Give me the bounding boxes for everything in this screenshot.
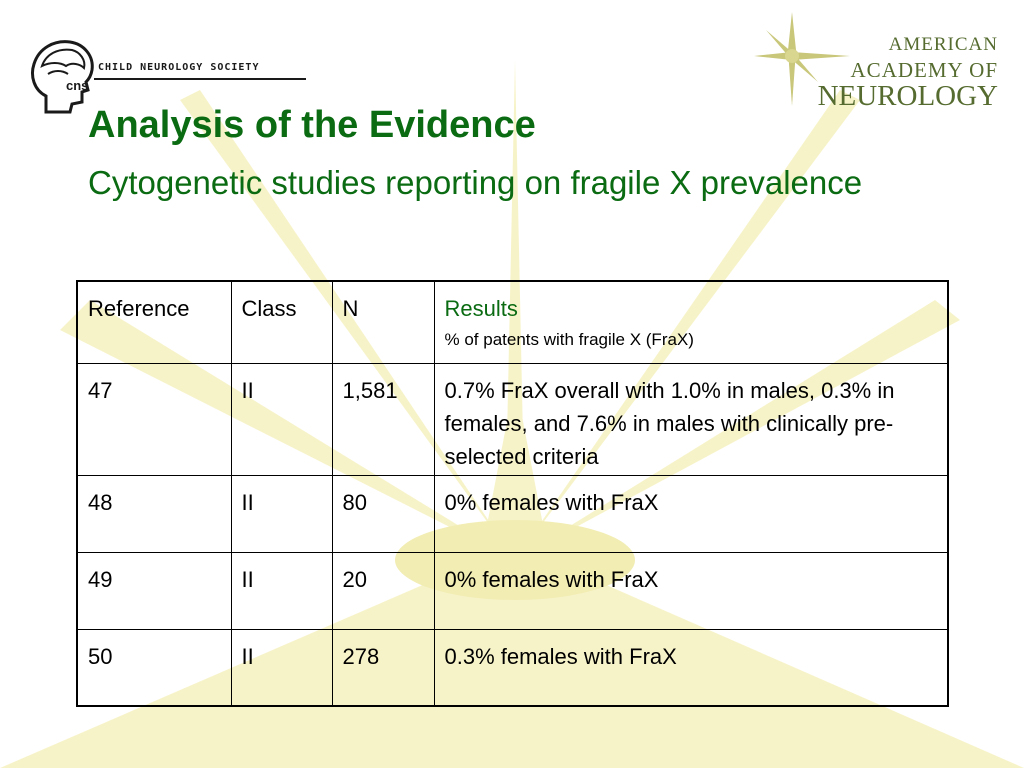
cns-underline	[94, 78, 306, 80]
table-row	[77, 363, 948, 475]
header-results-cell	[434, 281, 948, 363]
table-header-row	[77, 281, 948, 363]
cell-n: 80	[332, 475, 434, 552]
cell-n: 1,581	[332, 363, 434, 475]
cell-result: 0.3% females with FraX	[434, 629, 948, 706]
aan-line-neurology: NEUROLOGY	[817, 80, 998, 112]
header-results-subtitle: % of patents with fragile X (FraX)	[444, 330, 694, 349]
cns-abbreviation: cns	[66, 78, 89, 93]
cell-class: II	[231, 475, 332, 552]
cell-reference: 49	[77, 552, 231, 629]
evidence-table	[76, 280, 949, 707]
cell-class: II	[231, 363, 332, 475]
aan-line-academy: ACADEMY OF	[850, 58, 998, 82]
aan-logo	[752, 10, 1002, 110]
cell-reference: 50	[77, 629, 231, 706]
cell-result: 0% females with FraX	[434, 552, 948, 629]
header-n: N	[332, 281, 434, 363]
table-row	[77, 629, 948, 706]
header-reference: Reference	[77, 281, 231, 363]
slide-title: Analysis of the Evidence	[88, 104, 536, 146]
table-row	[77, 475, 948, 552]
cell-n: 278	[332, 629, 434, 706]
header-class: Class	[231, 281, 332, 363]
aan-line-american: AMERICAN	[888, 34, 998, 55]
cell-reference: 47	[77, 363, 231, 475]
cell-reference: 48	[77, 475, 231, 552]
cell-result: 0% females with FraX	[434, 475, 948, 552]
cns-name: CHILD NEUROLOGY SOCIETY	[98, 62, 260, 73]
table-row	[77, 552, 948, 629]
slide-subtitle: Cytogenetic studies reporting on fragile X prevalence	[88, 164, 863, 201]
cell-class: II	[231, 629, 332, 706]
cell-result: 0.7% FraX overall with 1.0% in males, 0.3% in females, and 7.6% in males with clinically pre-selected criteria	[434, 363, 948, 475]
cell-class: II	[231, 552, 332, 629]
cell-n: 20	[332, 552, 434, 629]
header-results: Results	[444, 296, 518, 321]
